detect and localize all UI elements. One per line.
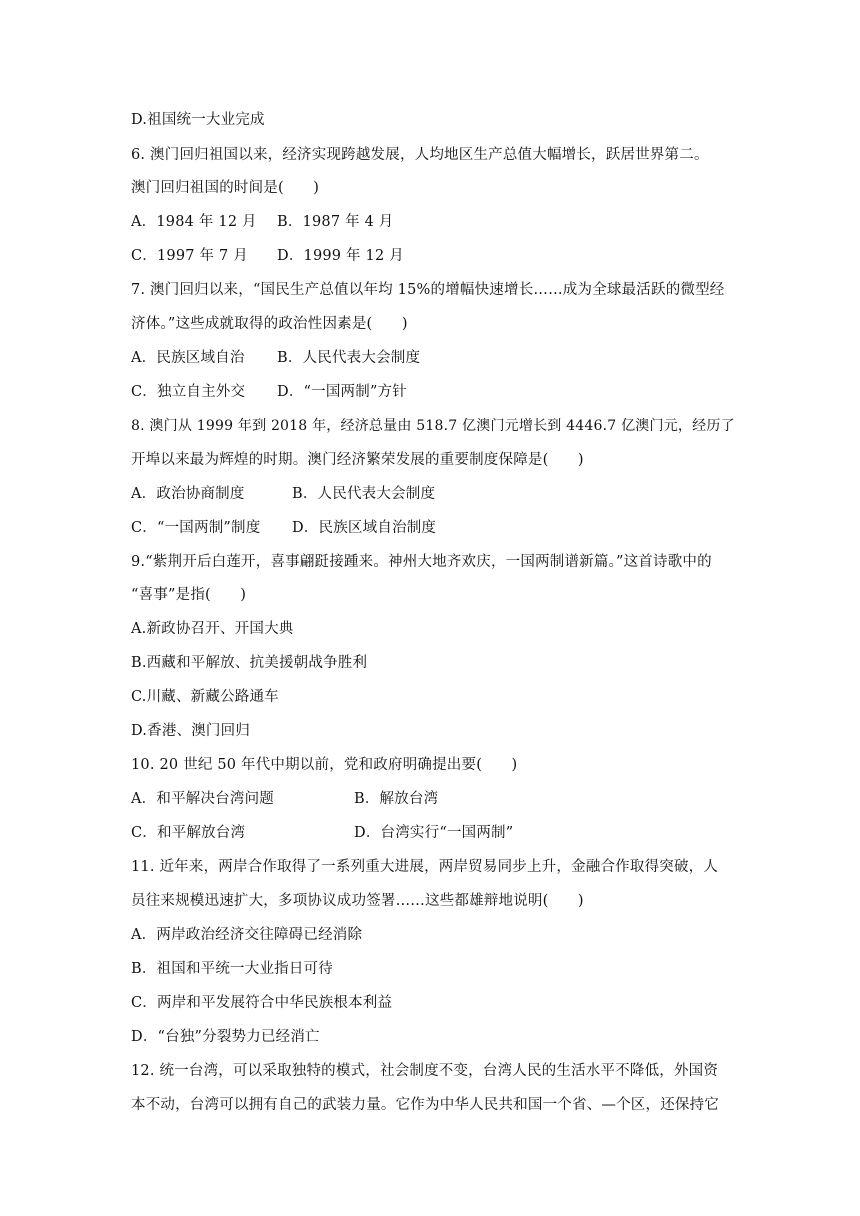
q8-stem-line1: 8. 澳门从 1999 年到 2018 年，经济总量由 518.7 亿澳门元增长到 4446.7 亿澳门元，经历了: [131, 418, 735, 434]
q6-option-d: D．1999 年 12 月: [277, 248, 404, 264]
q10-option-b: B．解放台湾: [354, 791, 439, 807]
q7-stem-line1: 7. 澳门回归以来，“国民生产总值以年均 15%的增幅快速增长……成为全球最活跃的微型经: [131, 282, 725, 298]
q8-option-a: A．政治协商制度: [131, 486, 245, 502]
q7-stem-line2: 济体。”这些成就取得的政治性因素是( ): [131, 316, 408, 332]
q11-stem-line2: 员往来规模迅速扩大，多项协议成功签署……这些都雄辩地说明( ): [131, 893, 584, 909]
q12-stem-line2: 本不动，台湾可以拥有自己的武装力量。它作为中华人民共和国一个省、—个区，还保持它: [131, 1097, 719, 1113]
q10-stem-line1: 10. 20 世纪 50 年代中期以前，党和政府明确提出要( ): [131, 757, 518, 773]
q11-option-d: D．“台独”分裂势力已经消亡: [131, 1029, 320, 1045]
q8-option-c: C．“一国两制”制度: [131, 520, 261, 536]
q6-option-c: C．1997 年 7 月: [131, 248, 248, 264]
q7-option-c: C．独立自主外交: [131, 384, 246, 400]
q10-option-c: C．和平解放台湾: [131, 825, 246, 841]
q10-option-d: D．台湾实行“一国两制”: [354, 825, 514, 841]
q5-option-d: D.祖国统一大业完成: [131, 112, 265, 128]
q9-stem-line2: “喜事”是指( ): [131, 587, 247, 603]
q11-option-b: B．祖国和平统一大业指日可待: [131, 961, 333, 977]
q7-option-b: B．人民代表大会制度: [277, 350, 421, 366]
q11-stem-line1: 11. 近年来，两岸合作取得了一系列重大进展，两岸贸易同步上升，金融合作取得突破，人: [131, 859, 719, 875]
q8-option-b: B．人民代表大会制度: [292, 486, 436, 502]
q11-option-a: A．两岸政治经济交往障碍已经消除: [131, 927, 363, 943]
q11-option-c: C．两岸和平发展符合中华民族根本利益: [131, 995, 393, 1011]
q8-stem-line2: 开埠以来最为辉煌的时期。澳门经济繁荣发展的重要制度保障是( ): [131, 452, 584, 468]
q12-stem-line1: 12. 统一台湾，可以采取独特的模式，社会制度不变，台湾人民的生活水平不降低，外国资: [131, 1063, 719, 1079]
q6-option-a: A．1984 年 12 月: [131, 214, 257, 230]
q10-option-a: A．和平解决台湾问题: [131, 791, 274, 807]
q9-option-d: D.香港、澳门回归: [131, 723, 251, 739]
q7-option-d: D．“一国两制”方针: [277, 384, 407, 400]
q9-stem-line1: 9.“紫荆开后白莲开，喜事翩跹接踵来。神州大地齐欢庆，一国两制谱新篇。”这首诗歌中的: [131, 554, 712, 570]
q9-option-a: A.新政协召开、开国大典: [131, 621, 294, 637]
q6-option-b: B．1987 年 4 月: [277, 214, 394, 230]
q6-stem-line2: 澳门回归祖国的时间是( ): [131, 180, 320, 196]
q9-option-c: C.川藏、新藏公路通车: [131, 689, 279, 705]
q9-option-b: B.西藏和平解放、抗美援朝战争胜利: [131, 655, 368, 671]
q8-option-d: D．民族区域自治制度: [292, 520, 437, 536]
q6-stem-line1: 6. 澳门回归祖国以来，经济实现跨越发展，人均地区生产总值大幅增长，跃居世界第二。: [131, 147, 709, 163]
q7-option-a: A．民族区域自治: [131, 350, 245, 366]
